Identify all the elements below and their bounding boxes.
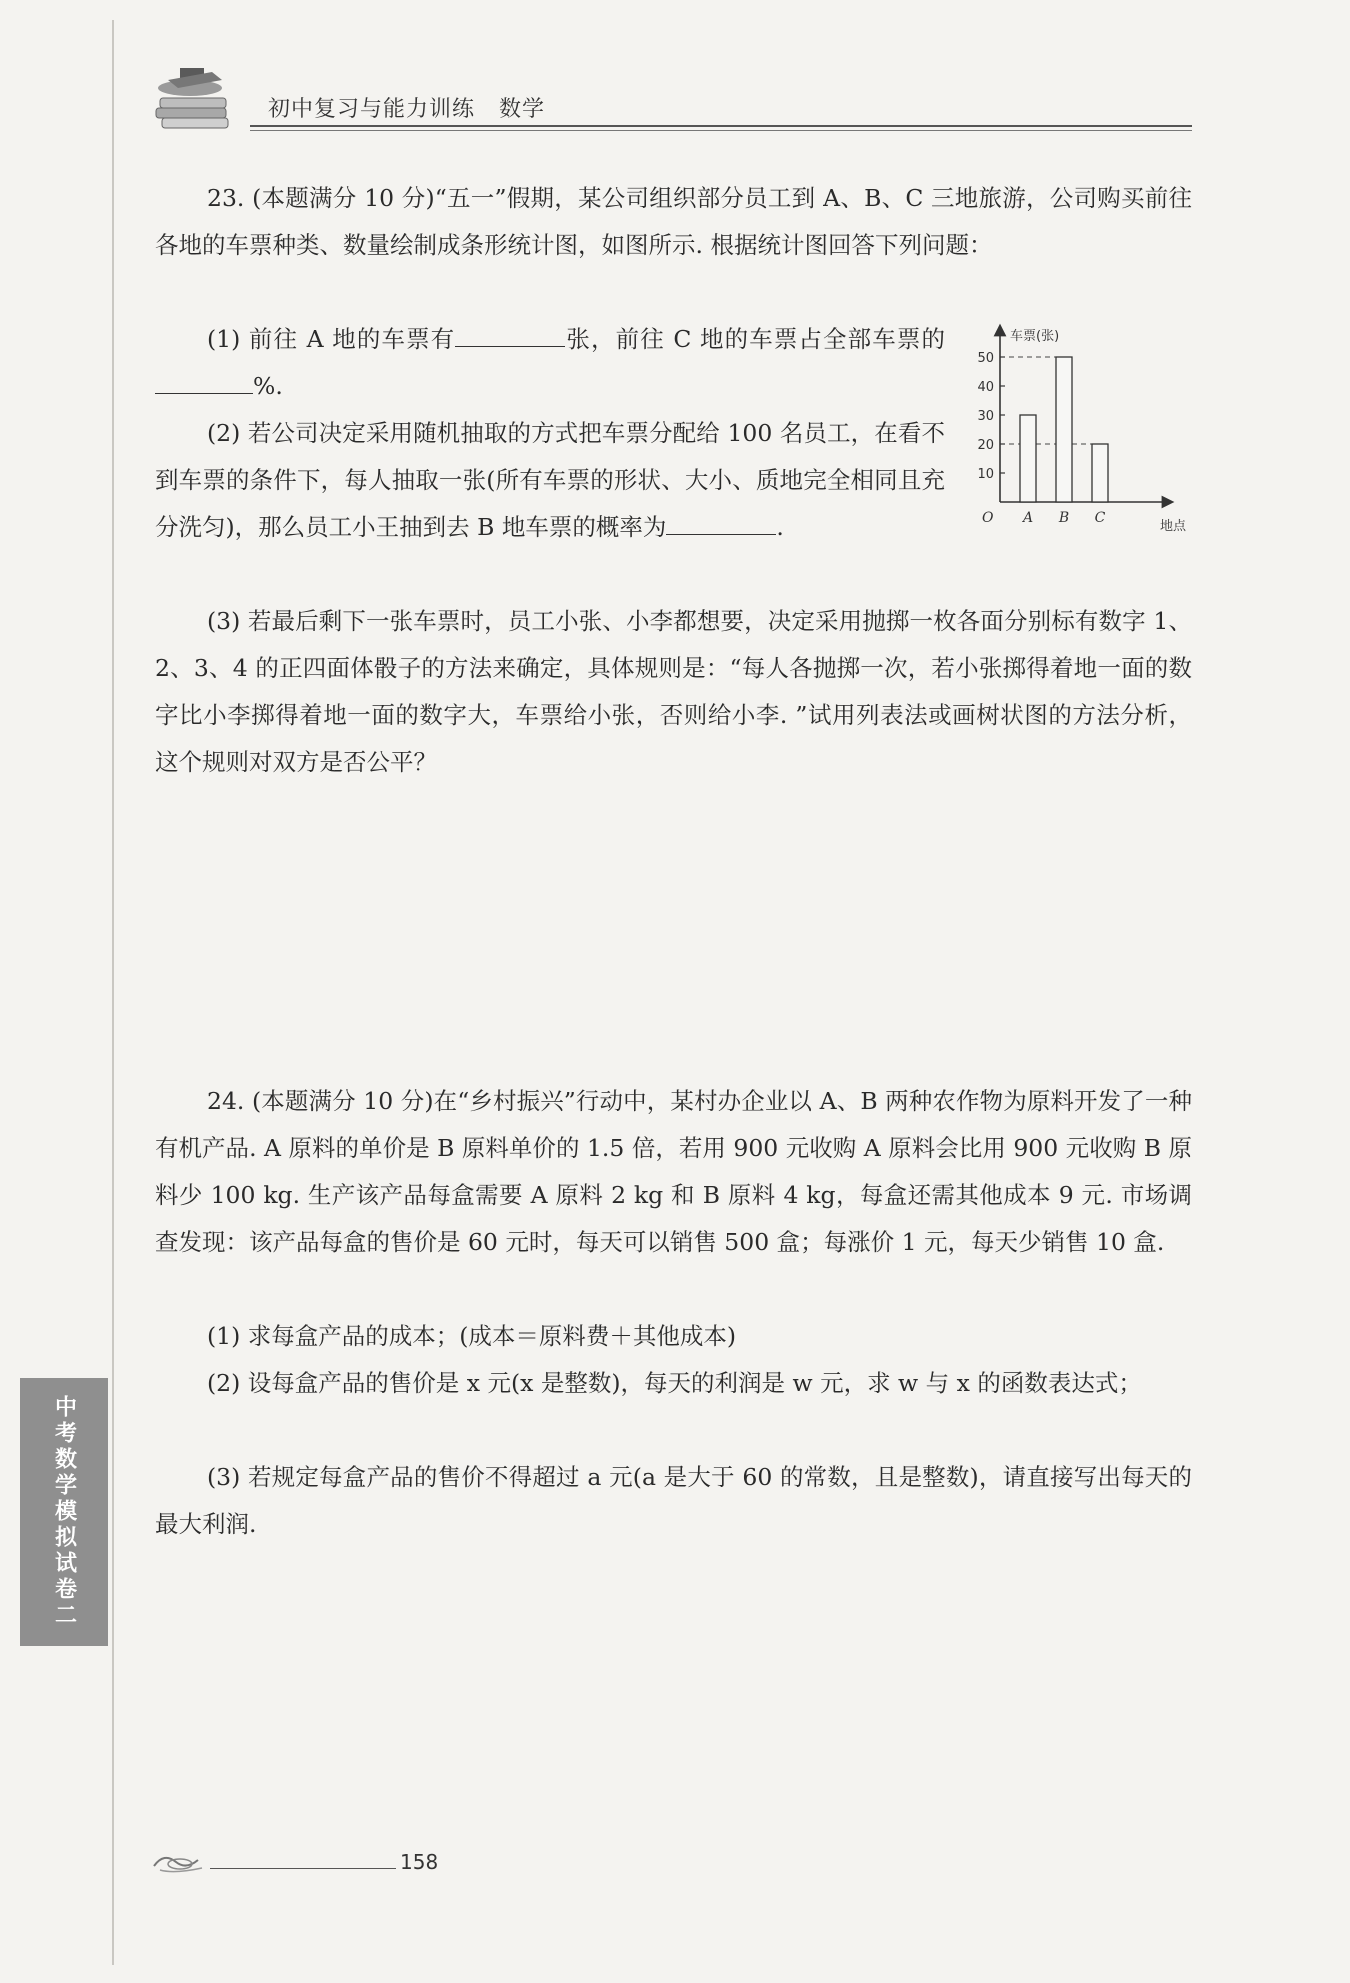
- footer-ornament-icon: [150, 1846, 210, 1876]
- y-tick-label: 30: [977, 409, 994, 424]
- header-rule: [250, 125, 1192, 131]
- bar-c: [1092, 444, 1108, 502]
- bar-b: [1056, 357, 1072, 502]
- q23-part1-text-a: (1) 前往 A 地的车票有: [207, 325, 456, 353]
- subject-title: 数学: [499, 97, 546, 122]
- q24-part2: (2) 设每盒产品的售价是 x 元(x 是整数)，每天的利润是 w 元，求 w 与 x 的函数表达式；: [207, 1369, 1142, 1397]
- x-tick-label: C: [1094, 510, 1106, 526]
- y-tick-label: 10: [977, 467, 994, 482]
- q24-part1: (1) 求每盒产品的成本；(成本＝原料费＋其他成本): [207, 1322, 737, 1350]
- x-axis-label: 地点: [1160, 519, 1187, 534]
- x-tick-label: A: [1022, 510, 1034, 526]
- q23-part1-text-b: 张，前往 C 地的车票占全部车票的: [565, 325, 946, 353]
- bar-chart: [968, 322, 1198, 540]
- q23-part2: [155, 410, 945, 551]
- q23-part1-text-c: %.: [253, 372, 283, 400]
- answer-blank-c-percent: [155, 367, 253, 394]
- q23-part3: (3) 若最后剩下一张车票时，员工小张、小李都想要，决定采用抛掷一枚各面分别标有数字 1、2、3、4 的正四面体骰子的方法来确定，具体规则是：“每人各抛掷一次，若小张掷得着地一面的数字比小李掷得着地一面的数字大，车票给小张，否则给小李. ”试用列表法或画树状图的方法分析，这个规则对双方是否公平？: [155, 607, 1192, 776]
- x-tick-label: B: [1058, 510, 1070, 526]
- q23-part1: [155, 316, 945, 410]
- y-axis-label: 车票(张): [1010, 329, 1060, 344]
- page-number: 158: [400, 1850, 439, 1874]
- q23-part2-text: (2) 若公司决定采用随机抽取的方式把车票分配给 100 名员工，在看不到车票的条件下，每人抽取一张(所有车票的形状、大小、质地完全相同且充分洗匀)，那么员工小王抽到去 B 地车票的概率为: [155, 419, 945, 541]
- side-tab-text: 中考数学模拟试卷二: [51, 1395, 77, 1629]
- origin-label: O: [982, 510, 994, 526]
- side-tab: [20, 1378, 108, 1646]
- answer-blank-probability: [666, 508, 776, 535]
- q24-part3: (3) 若规定每盒产品的售价不得超过 a 元(a 是大于 60 的常数，且是整数)，请直接写出每天的最大利润.: [155, 1463, 1192, 1538]
- bar-a: [1020, 415, 1036, 502]
- y-tick-label: 20: [977, 438, 994, 453]
- footer-rule: [210, 1868, 396, 1869]
- books-logo-icon: [150, 58, 240, 136]
- q23-intro: 23. (本题满分 10 分)“五一”假期，某公司组织部分员工到 A、B、C 三地旅游，公司购买前往各地的车票种类、数量绘制成条形统计图，如图所示. 根据统计图回答下列问题：: [155, 184, 1192, 259]
- y-tick-label: 50: [977, 351, 994, 366]
- q23-part2-end: .: [776, 513, 784, 541]
- book-title: 初中复习与能力训练: [268, 97, 476, 122]
- q24-intro: 24. (本题满分 10 分)在“乡村振兴”行动中，某村办企业以 A、B 两种农作物为原料开发了一种有机产品. A 原料的单价是 B 原料单价的 1.5 倍，若用 900 元收购 A 原料会比用 900 元收购 B 原料少 100 kg. 生产该产品每盒需要 A 原料 2 kg 和 B 原料 4 kg，每盒还需其他成本 9 元. 市场调查发现：该产品每盒的售价是 60 元时，每天可以销售 500 盒；每涨价 1 元，每天少销售 10 盒.: [155, 1087, 1192, 1256]
- margin-line: [112, 20, 114, 1965]
- answer-blank-a-tickets: [455, 320, 565, 347]
- header-title: [268, 92, 569, 123]
- y-tick-label: 40: [977, 380, 994, 395]
